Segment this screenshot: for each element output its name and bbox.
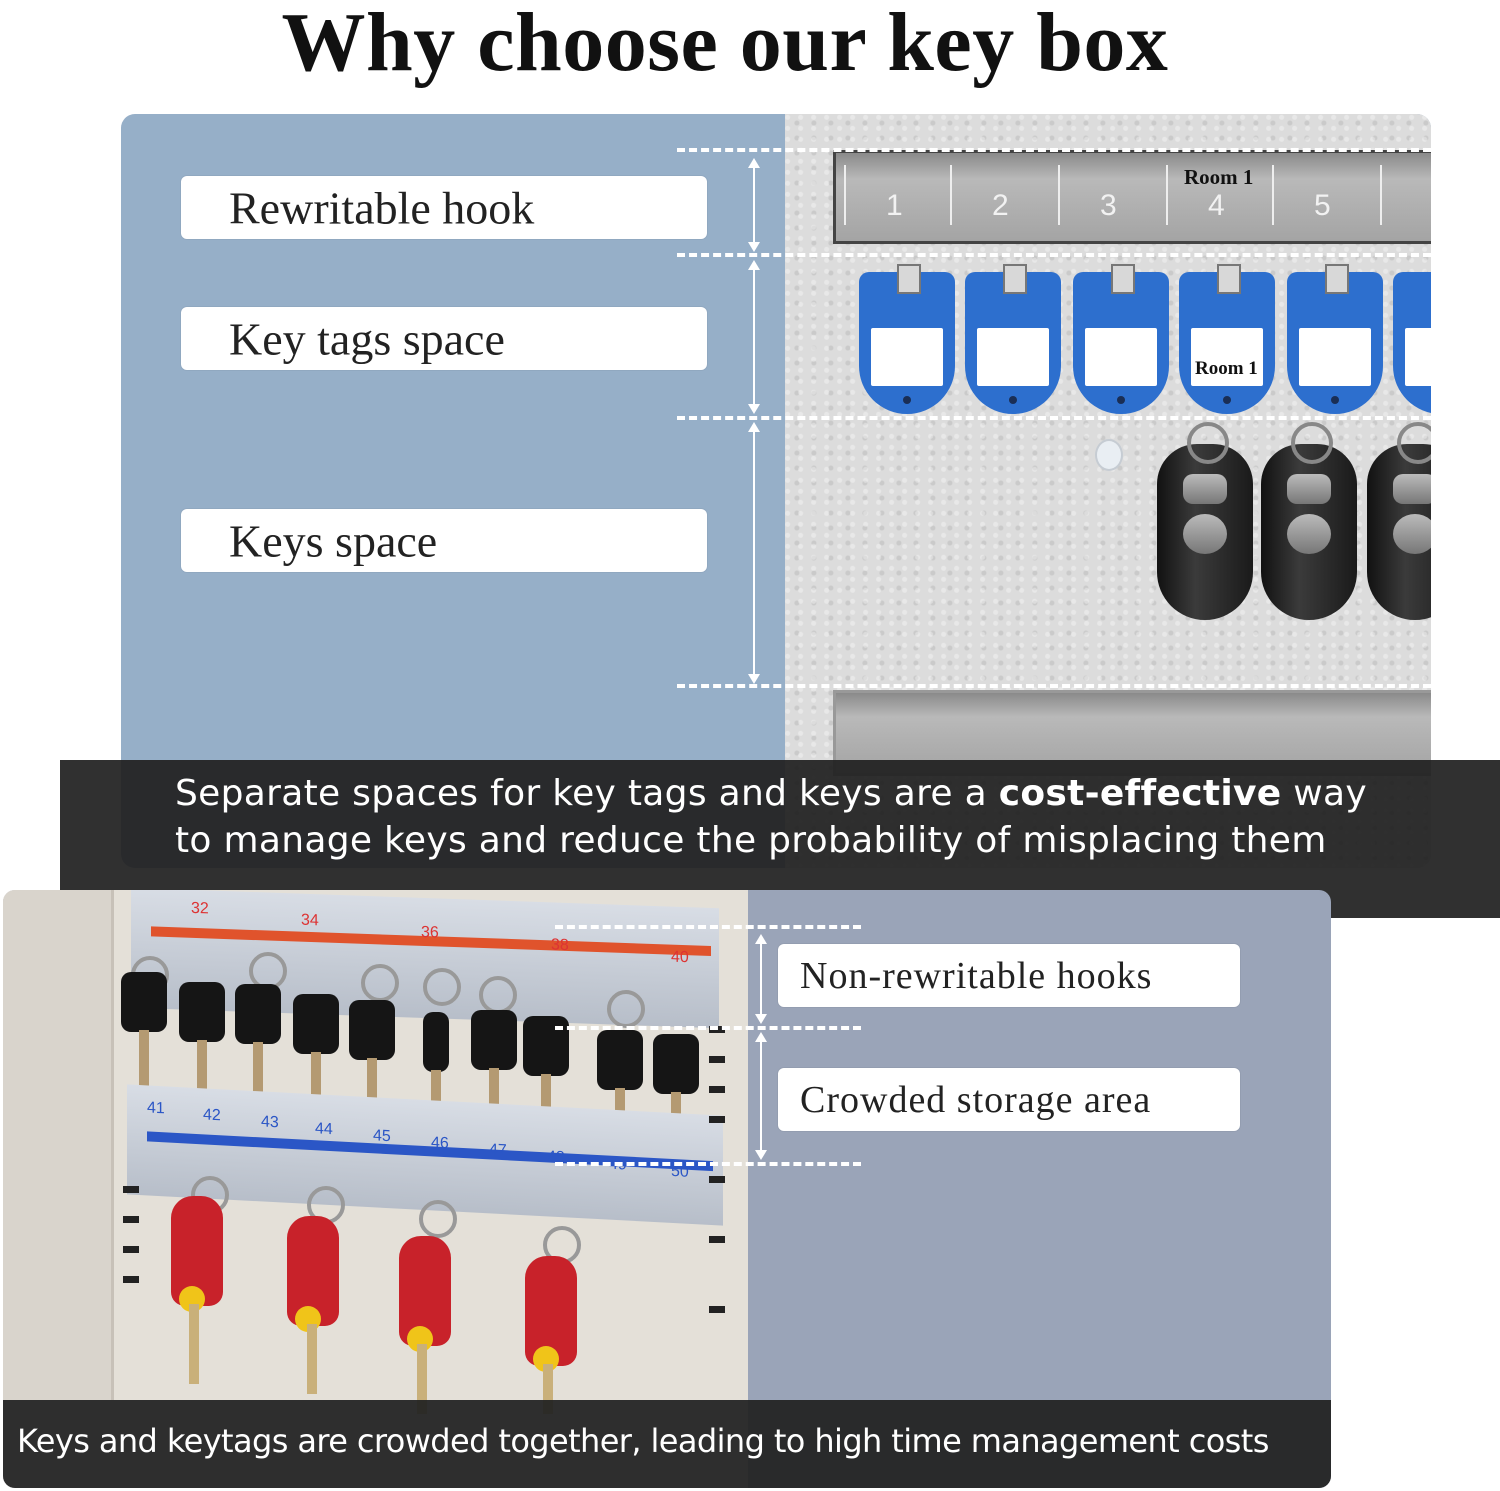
arrow-up-icon bbox=[748, 422, 760, 432]
hook-number: 43 bbox=[261, 1113, 279, 1132]
car-key-fob bbox=[1367, 444, 1431, 620]
dimension-line bbox=[760, 940, 762, 1020]
dimension-line bbox=[753, 164, 755, 248]
rail-room-label: Room 1 bbox=[1184, 165, 1254, 189]
label-non-rewritable-hooks: Non-rewritable hooks bbox=[778, 944, 1240, 1007]
black-key bbox=[597, 1030, 643, 1090]
black-key bbox=[121, 972, 167, 1032]
caption-others bbox=[3, 1400, 1331, 1488]
caption-highlight: cost-effective bbox=[998, 773, 1282, 814]
key-tag bbox=[1287, 272, 1383, 414]
hook-number: 50 bbox=[671, 1162, 689, 1181]
caption-text: Keys and keytags are crowded together, leading to high time management costs bbox=[17, 1422, 1269, 1460]
black-key bbox=[349, 1000, 395, 1060]
hook-number: 45 bbox=[373, 1127, 391, 1146]
hook-number: 42 bbox=[203, 1106, 221, 1125]
rail-slot bbox=[950, 165, 1056, 225]
caption-text: Separate spaces for key tags and keys are a bbox=[175, 773, 999, 814]
rail-number: 2 bbox=[992, 189, 1009, 222]
key-tag bbox=[1179, 272, 1275, 414]
arrow-down-icon bbox=[755, 1150, 767, 1160]
arrow-up-icon bbox=[748, 260, 760, 270]
page-title: Why choose our key box bbox=[281, 0, 1169, 89]
hook-number: 36 bbox=[421, 923, 439, 942]
hook-number: 44 bbox=[315, 1120, 333, 1139]
rail-number: 5 bbox=[1314, 189, 1331, 222]
label-key-tags-space: Key tags space bbox=[181, 307, 707, 370]
key-tag bbox=[1073, 272, 1169, 414]
rail-slot bbox=[1272, 165, 1378, 225]
arrow-down-icon bbox=[748, 242, 760, 252]
guide-line bbox=[555, 925, 861, 929]
red-key-tag bbox=[399, 1236, 451, 1346]
red-key-tag bbox=[287, 1216, 339, 1326]
arrow-down-icon bbox=[748, 674, 760, 684]
label-crowded-storage-area: Crowded storage area bbox=[778, 1068, 1240, 1131]
guide-line bbox=[677, 416, 1431, 420]
car-key-fob bbox=[1261, 444, 1357, 620]
guide-line bbox=[555, 1026, 861, 1030]
rail-number: 4 bbox=[1208, 189, 1225, 222]
guide-line bbox=[555, 1162, 861, 1166]
rail-number: 1 bbox=[886, 189, 903, 222]
black-key bbox=[423, 1012, 449, 1072]
rail-slot bbox=[1166, 165, 1272, 225]
cabinet-door-edge bbox=[3, 890, 114, 1400]
mounting-hole bbox=[1095, 439, 1123, 471]
dimension-line bbox=[753, 266, 755, 410]
red-key-tag bbox=[525, 1256, 577, 1366]
hook-number: 34 bbox=[301, 911, 319, 930]
black-key bbox=[471, 1010, 517, 1070]
hook-number: 41 bbox=[147, 1099, 165, 1118]
key-tag bbox=[965, 272, 1061, 414]
dimension-line bbox=[753, 428, 755, 680]
hook-number: 48 bbox=[547, 1148, 565, 1167]
caption-text: way to manage keys and reduce the probability of misplacing them bbox=[175, 773, 1367, 861]
arrow-up-icon bbox=[755, 1032, 767, 1042]
hook-number: 32 bbox=[191, 899, 209, 918]
arrow-up-icon bbox=[748, 158, 760, 168]
crowded-box-photo bbox=[3, 890, 748, 1488]
rail-number: 3 bbox=[1100, 189, 1117, 222]
black-key bbox=[293, 994, 339, 1054]
key-tag bbox=[1393, 272, 1431, 414]
car-key-fob bbox=[1157, 444, 1253, 620]
rail-slot bbox=[844, 165, 950, 225]
guide-line bbox=[677, 148, 1431, 152]
black-key bbox=[523, 1016, 569, 1076]
rail-slot bbox=[1058, 165, 1164, 225]
black-key bbox=[179, 982, 225, 1042]
key-box-photo bbox=[785, 114, 1431, 868]
arrow-down-icon bbox=[748, 404, 760, 414]
hook-number: 49 bbox=[609, 1155, 627, 1174]
guide-line bbox=[677, 684, 1431, 688]
arrow-up-icon bbox=[755, 934, 767, 944]
rewritable-hook-rail bbox=[833, 150, 1431, 244]
black-key bbox=[235, 984, 281, 1044]
arrow-down-icon bbox=[755, 1014, 767, 1024]
red-key-tag bbox=[171, 1196, 223, 1306]
tag-room-label: Room 1 bbox=[1195, 358, 1258, 379]
label-rewritable-hook: Rewritable hook bbox=[181, 176, 707, 239]
hook-number: 46 bbox=[431, 1134, 449, 1153]
black-key bbox=[653, 1034, 699, 1094]
rail-slot bbox=[1380, 165, 1431, 225]
hook-number: 47 bbox=[489, 1141, 507, 1160]
label-keys-space: Keys space bbox=[181, 509, 707, 572]
key-tag bbox=[859, 272, 955, 414]
hook-number: 38 bbox=[551, 936, 569, 955]
dimension-line bbox=[760, 1038, 762, 1156]
hook-number: 40 bbox=[671, 948, 689, 967]
guide-line bbox=[677, 253, 1431, 257]
